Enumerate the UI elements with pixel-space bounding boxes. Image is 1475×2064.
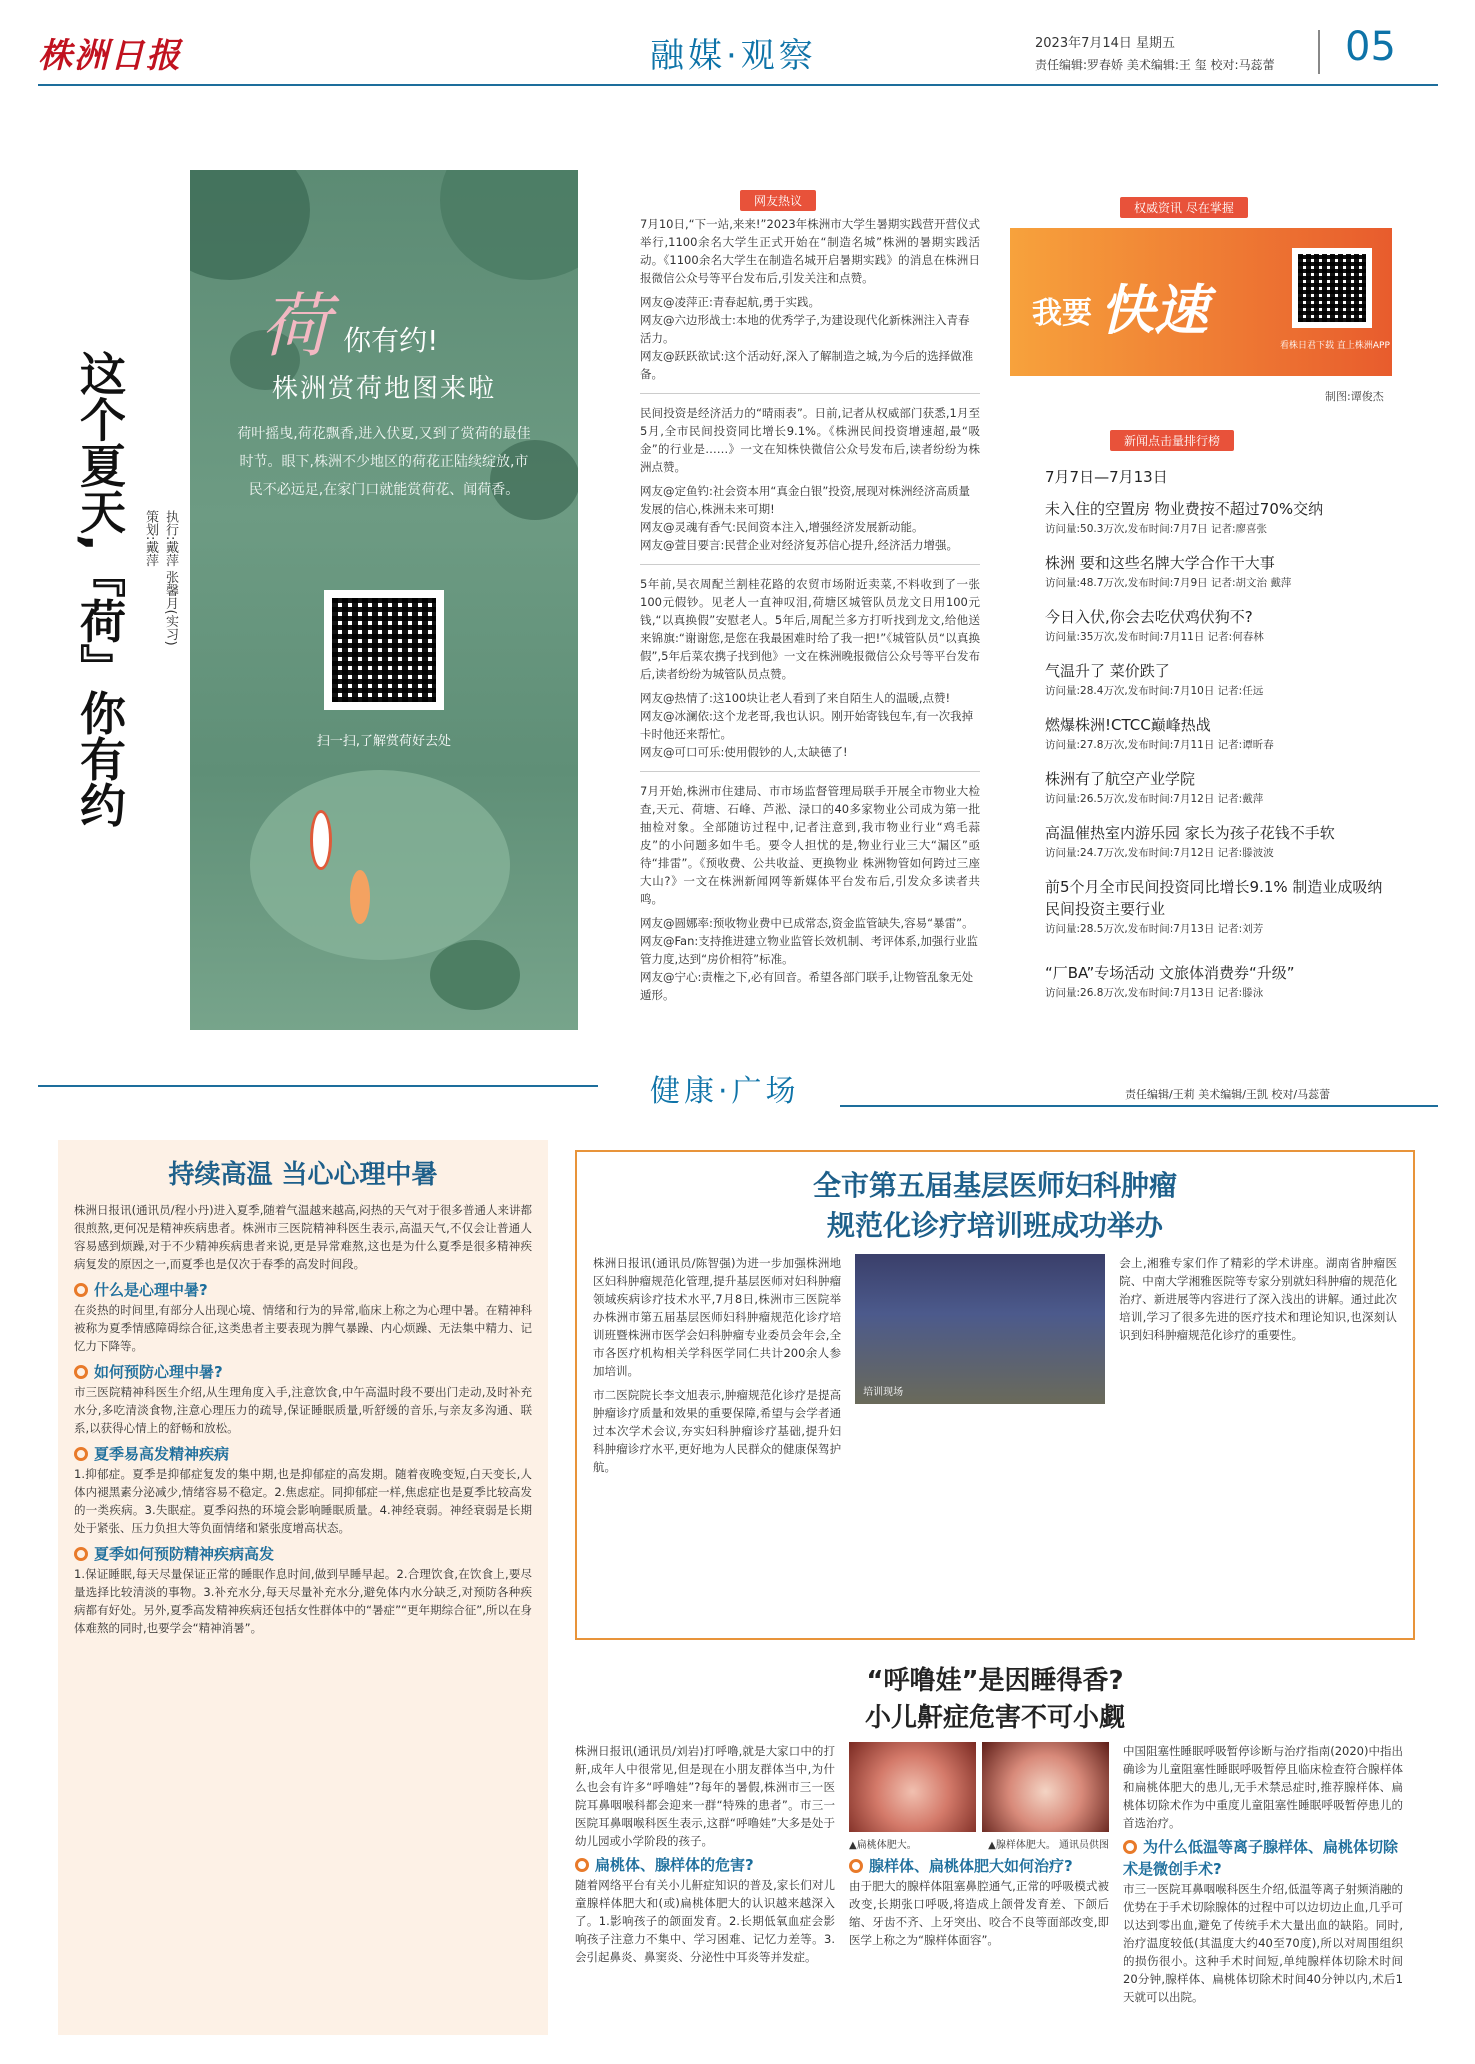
leaf-decor-2 bbox=[440, 170, 578, 280]
poster-title-char: 荷 bbox=[260, 285, 330, 367]
ranking-item[interactable] bbox=[1045, 768, 1385, 808]
heat-subhead: 如何预防心理中暑? bbox=[74, 1361, 532, 1383]
adenoid-caption: ▲腺样体肥大。 通讯员供图 bbox=[988, 1840, 1109, 1851]
training-article bbox=[575, 1150, 1415, 1640]
heat-subhead: 夏季易高发精神疾病 bbox=[74, 1443, 532, 1465]
snoring-answer: 由于肥大的腺样体阻塞鼻腔通气,正常的呼吸模式被改变,长期张口呼吸,将造成上颌骨发育差、下颌后缩、牙齿不齐、上牙突出、咬合不良等面部改变,即医学上称之为“腺样体面容”。 bbox=[849, 1879, 1109, 1947]
orange-dot-icon bbox=[575, 1858, 589, 1872]
health-editors: 责任编辑/王莉 美术编辑/王凯 校对/马蕊蕾 bbox=[1125, 1088, 1331, 1101]
promo-footer: 看株日君下载 直上株洲APP bbox=[1280, 341, 1390, 351]
hot-lead-3: 5年前,吴衣周配兰割桂花路的农贸市场附近卖菜,不料收到了一张100元假钞。见老人一直神叹泪,荷塘区城管队员龙文日用100元钱,“以真换假”安慰老人。5年后,周配兰多方打听找到龙文,给他送来锦旗:“谢谢您,是您在我最困难时给了我一把!”《城管队员“以真换假”,5年后菜农携子找到他》一文在株洲晚报微信公众号等平台发布后,读者纷纷为城管队员点赞。 bbox=[640, 577, 980, 681]
ranking-meta: 访问量:35万次,发布时间:7月11日 记者:何春林 bbox=[1045, 631, 1264, 643]
ranking-meta: 访问量:26.8万次,发布时间:7月13日 记者:滕泳 bbox=[1045, 987, 1264, 999]
leaf-decor-1 bbox=[190, 170, 310, 280]
credit-exec: 执行:戴萍 张馨月(实习) bbox=[163, 510, 178, 646]
orange-dot-icon bbox=[1123, 1840, 1137, 1854]
ranking-item[interactable] bbox=[1045, 822, 1385, 862]
hot-tag-label: 网友热议 bbox=[740, 190, 816, 211]
ranking-item[interactable] bbox=[1045, 660, 1385, 700]
training-photo-alt: 培训现场 bbox=[863, 1387, 904, 1398]
ranking-title: 前5个月全市民间投资同比增长9.1% 制造业成吸纳民间投资主要行业 bbox=[1045, 878, 1383, 918]
ranking-meta: 访问量:48.7万次,发布时间:7月9日 记者:胡文治 戴萍 bbox=[1045, 577, 1292, 589]
ranking-title: 未入住的空置房 物业费按不超过70%交纳 bbox=[1045, 500, 1324, 518]
snoring-answer: 随着网络平台有关小儿鼾症知识的普及,家长们对儿童腺样体肥大和(或)扁桃体肥大的认识越来越深入了。1.影响孩子的颌面发育。2.长期低氧血症会影响孩子注意力不集中、学习困难、记忆力差等。3.会引起鼻炎、鼻窦炎、分泌性中耳炎等并发症。 bbox=[575, 1878, 835, 1964]
poster-scan-hint: 扫一扫,了解赏荷好去处 bbox=[316, 734, 452, 749]
snoring-body-1: 株洲日报讯(通讯员/刘岩)打呼噜,就是大家口中的打鼾,成年人中很常见,但是现在小朋友群体当中,为什么也会有许多“呼噜娃”?每年的暑假,株洲市三一医院耳鼻咽喉科都会迎来一群“特殊的患者”。市三一医院耳鼻咽喉科医生表示,这群“呼噜娃”大多是处于幼儿园或小学阶段的孩子。 bbox=[575, 1744, 835, 1848]
snoring-title-1: “呼噜娃”是因睡得香? bbox=[866, 1666, 1124, 1696]
tonsil-photo bbox=[849, 1742, 976, 1832]
orange-dot-icon bbox=[74, 1283, 88, 1297]
ranking-item[interactable] bbox=[1045, 876, 1385, 938]
pond-circle bbox=[250, 770, 510, 960]
adenoid-photo bbox=[982, 1742, 1109, 1832]
training-body-3: 会上,湘雅专家们作了精彩的学术讲座。湖南省肿瘤医院、中南大学湘雅医院等专家分别就妇科肿瘤的规范化治疗、新进展等内容进行了深入浅出的讲解。通过此次培训,学习了很多先进的医疗技术和理论知识,也深刻认识到妇科肿瘤规范化诊疗的重要性。 bbox=[1119, 1256, 1397, 1342]
ranking-tag-label: 新闻点击量排行榜 bbox=[1110, 430, 1234, 451]
promo-big-text: 快速 bbox=[1100, 279, 1208, 342]
ranking-title: 今日入伏,你会去吃伏鸡伏狗不? bbox=[1045, 608, 1253, 626]
page-number: 05 bbox=[1345, 24, 1396, 70]
poster-qr-code bbox=[324, 590, 444, 710]
ranking-meta: 访问量:26.5万次,发布时间:7月12日 记者:戴萍 bbox=[1045, 793, 1264, 805]
hot-block-1 bbox=[640, 215, 980, 394]
orange-dot-icon bbox=[74, 1447, 88, 1461]
hot-comment: 网友@跃跃欲试:这个活动好,深入了解制造之城,为今后的选择做准备。 bbox=[640, 349, 974, 381]
poster-title bbox=[260, 270, 438, 371]
editor-credits: 责任编辑:罗春娇 美术编辑:王 玺 校对:马蕊蕾 bbox=[1035, 58, 1275, 72]
ranking-item[interactable] bbox=[1045, 962, 1385, 1002]
hot-comment: 网友@六边形战士:本地的优秀学子,为建设现代化新株洲注入青春活力。 bbox=[640, 313, 970, 345]
ranking-meta: 访问量:28.4万次,发布时间:7月10日 记者:任远 bbox=[1045, 685, 1264, 697]
ranking-item[interactable] bbox=[1045, 552, 1385, 592]
newspaper-logo bbox=[38, 28, 208, 78]
poster-title-rest: 你有约! bbox=[343, 324, 439, 357]
feature-headline bbox=[70, 350, 130, 827]
health-rule-left bbox=[38, 1085, 598, 1087]
snoring-body-3: 中国阻塞性睡眠呼吸暂停诊断与治疗指南(2020)中指出确诊为儿童阻塞性睡眠呼吸暂停且临床检查符合腺样体和扁桃体肥大的患儿,无手术禁忌症时,推荐腺样体、扁桃体切除术作为中重度儿童阻塞性睡眠呼吸暂停患儿的首选治疗。 bbox=[1123, 1744, 1403, 1830]
hot-comment: 网友@冰澜依:这个龙老哥,我也认识。刚开始寄钱包车,有一次我掉卡时他还来帮忙。 bbox=[640, 709, 974, 741]
heat-article bbox=[58, 1140, 548, 2035]
promo-banner[interactable] bbox=[1010, 228, 1392, 376]
health-section-title: 健康·广场 bbox=[650, 1074, 800, 1109]
logo-text: 株洲日报 bbox=[38, 36, 182, 76]
lotus-leaf-bottom bbox=[430, 940, 520, 1010]
training-body-1: 株洲日报讯(通讯员/陈智强)为进一步加强株洲地区妇科肿瘤规范化管理,提升基层医师对妇科肿瘤领域疾病诊疗技术水平,7月8日,株洲市三医院举办株洲市第五届基层医师妇科肿瘤规范化诊疗培训班暨株洲市医学会妇科肿瘤专业委员会年会,全市各医疗机构相关学科医学同仁共计200余人参加培训。 bbox=[593, 1256, 842, 1378]
hot-discussion-tag bbox=[740, 190, 816, 211]
ranking-meta: 访问量:50.3万次,发布时间:7月7日 记者:廖喜张 bbox=[1045, 523, 1268, 535]
ranking-range: 7月7日—7月13日 bbox=[1045, 468, 1168, 486]
hot-comment: 网友@圆娜率:预收物业费中已成常态,资金监管缺失,容易“暴雷”。 bbox=[640, 916, 974, 930]
snoring-title-2: 小儿鼾症危害不可小觑 bbox=[864, 1703, 1125, 1733]
hot-comment: 网友@Fan:支持推进建立物业监管长效机制、考评体系,加强行业监管力度,达到“房价相符”标准。 bbox=[640, 934, 978, 966]
ranking-meta: 访问量:24.7万次,发布时间:7月12日 记者:滕波波 bbox=[1045, 847, 1274, 859]
ranking-tag bbox=[1110, 430, 1234, 451]
tonsil-caption: ▲扁桃体肥大。 bbox=[849, 1840, 917, 1851]
health-rule-right bbox=[840, 1105, 1438, 1107]
orange-dot-icon bbox=[849, 1859, 863, 1873]
training-body-2: 市二医院院长李文旭表示,肿瘤规范化诊疗是提高肿瘤诊疗质量和效果的重要保障,希望与会学者通过本次学术会议,夯实妇科肿瘤诊疗基础,提升妇科肿瘤诊疗水平,更好地为人民群众的健康保驾护航。 bbox=[593, 1388, 842, 1474]
hot-lead-1: 7月10日,“下一站,来来!”2023年株洲市大学生暑期实践营开营仪式举行,1100余名大学生正式开始在“制造名城”株洲的暑期实践活动。《1100余名大学生在制造名城开启暑期实践》的消息在株洲日报微信公众号等平台发布后,引发关注和点赞。 bbox=[640, 217, 980, 285]
heat-subhead: 夏季如何预防精神疾病高发 bbox=[74, 1543, 532, 1565]
headline-text: 这个夏天,『荷』你有约 bbox=[73, 350, 127, 828]
training-title-2: 规范化诊疗培训班成功举办 bbox=[826, 1209, 1163, 1242]
hot-comment: 网友@灵魂有香气:民间资本注入,增强经济发展新动能。 bbox=[640, 520, 924, 534]
promo-tag bbox=[1120, 197, 1248, 218]
hot-block-4 bbox=[640, 772, 980, 1004]
heat-answer: 1.抑郁症。夏季是抑郁症复发的集中期,也是抑郁症的高发期。随着夜晚变短,白天变长,人体内褪黑素分泌减少,情绪容易不稳定。2.焦虑症。同抑郁症一样,焦虑症也是夏季比较高发的一类疾病。3.失眠症。夏季闷热的环境会影响睡眠质量。4.神经衰弱。神经衰弱是长期处于紧张、压力负担大等负面情绪和紧张度增高状态。 bbox=[74, 1467, 532, 1535]
ranking-item[interactable] bbox=[1045, 606, 1385, 646]
snoring-subhead: 扁桃体、腺样体的危害? bbox=[575, 1854, 835, 1876]
ranking-meta: 访问量:27.8万次,发布时间:7月11日 记者:谭昕春 bbox=[1045, 739, 1274, 751]
training-photo bbox=[855, 1254, 1105, 1404]
heat-answer: 1.保证睡眠,每天尽量保证正常的睡眠作息时间,做到早睡早起。2.合理饮食,在饮食上,要尽量选择比较清淡的事物。3.补充水分,每天尽量补充水分,避免体内水分缺乏,对预防各种疾病都有好处。另外,夏季高发精神疾病还包括女性群体中的“暑症”“更年期综合征”,所以在身体难熬的同时,也要学会“精神消暑”。 bbox=[74, 1567, 532, 1635]
hot-block-2 bbox=[640, 394, 980, 565]
header-divider bbox=[1318, 30, 1320, 74]
hot-block-3 bbox=[640, 565, 980, 772]
orange-dot-icon bbox=[74, 1365, 88, 1379]
koi-fish-1 bbox=[310, 810, 332, 870]
orange-dot-icon bbox=[74, 1547, 88, 1561]
hot-comment: 网友@定鱼钓:社会资本用“真金白银”投资,展现对株洲经济高质量发展的信心,株洲未来可期! bbox=[640, 484, 970, 516]
heat-article-intro: 株洲日报讯(通讯员/程小丹)进入夏季,随着气温越来越高,闷热的天气对于很多普通人来讲都很煎熬,更何况是精神疾病患者。株洲市三医院精神科医生表示,高温天气,不仅会让普通人容易感到烦躁,对于不少精神疾病患者来说,更是异常难熬,这也是为什么夏季是很多精神疾病复发的原因之一,而夏季也是仅次于春季的高发时间段。 bbox=[74, 1203, 532, 1271]
hot-discussion-column bbox=[640, 215, 980, 1004]
poster-body: 荷叶摇曳,荷花飘香,进入伏夏,又到了赏荷的最佳时节。眼下,株洲不少地区的荷花正陆续绽放,市民不必远足,在家门口就能赏荷花、闻荷香。 bbox=[237, 426, 531, 498]
heat-answer: 在炎热的时间里,有部分人出现心境、情绪和行为的异常,临床上称之为心理中暑。在精神科被称为夏季情感障碍综合征,这类患者主要表现为脾气暴躁、内心烦躁、无法集中精力、记忆力下降等。 bbox=[74, 1303, 532, 1353]
heat-article-title: 持续高温 当心心理中暑 bbox=[168, 1160, 438, 1190]
promo-qr-code bbox=[1292, 248, 1372, 328]
section-title: 融媒·观察 bbox=[650, 36, 817, 76]
ranking-title: 株洲 要和这些名牌大学合作干大事 bbox=[1045, 554, 1275, 572]
hot-comment: 网友@可口可乐:使用假钞的人,太缺德了! bbox=[640, 745, 848, 759]
snoring-answer: 市三一医院耳鼻咽喉科医生介绍,低温等离子射频消融的优势在于手术切除腺体的过程中可以边切边止血,几乎可以达到零出血,避免了传统手术大量出血的缺陷。同时,治疗温度较低(其温度大约40至70度),所以对周围组织的损伤很小。这种手术时间短,单纯腺样体切除术时间20分钟,腺样体、扁桃体切除术时间40分钟以内,术后1天就可以出院。 bbox=[1123, 1882, 1403, 2004]
promo-small-text: 我要 bbox=[1032, 296, 1092, 331]
ranking-item[interactable] bbox=[1045, 714, 1385, 754]
snoring-subhead: 为什么低温等离子腺样体、扁桃体切除术是微创手术? bbox=[1123, 1838, 1399, 1878]
ranking-title: 燃爆株洲!CTCC巅峰热战 bbox=[1045, 716, 1211, 734]
koi-fish-2 bbox=[350, 870, 370, 924]
hot-comment: 网友@凌萍正:青春起航,勇于实践。 bbox=[640, 295, 821, 309]
hot-lead-2: 民间投资是经济活力的“晴雨表”。日前,记者从权威部门获悉,1月至5月,全市民间投资同比增长9.1%。《株洲民间投资增速超,最“吸金”的行业是……》一文在知株快微信公众号发布后,读者纷纷为株洲点赞。 bbox=[640, 406, 980, 474]
snoring-subhead: 腺样体、扁桃体肥大如何治疗? bbox=[849, 1855, 1109, 1877]
ranking-title: 高温催热室内游乐园 家长为孩子花钱不手软 bbox=[1045, 824, 1335, 842]
ranking-title: 株洲有了航空产业学院 bbox=[1045, 770, 1196, 788]
promo-tag-label: 权威资讯 尽在掌握 bbox=[1120, 197, 1248, 218]
ranking-meta: 访问量:28.5万次,发布时间:7月13日 记者:刘芳 bbox=[1045, 923, 1264, 935]
ranking-title: 气温升了 菜价跌了 bbox=[1045, 662, 1170, 680]
hot-comment: 网友@热情了:这100块让老人看到了来自陌生人的温暖,点赞! bbox=[640, 691, 951, 705]
ranking-item[interactable] bbox=[1045, 498, 1385, 538]
hot-comment: 网友@萱目要言:民营企业对经济复苏信心提升,经济活力增强。 bbox=[640, 538, 959, 552]
promo-credit: 制图:谭俊杰 bbox=[1325, 390, 1384, 403]
training-title-1: 全市第五届基层医师妇科肿瘤 bbox=[812, 1169, 1177, 1202]
ranking-title: “厂BA”专场活动 文旅体消费券“升级” bbox=[1045, 964, 1295, 982]
heat-answer: 市三医院精神科医生介绍,从生理角度入手,注意饮食,中午高温时段不要出门走动,及时补充水分,多吃清淡食物,注意心理压力的疏导,保证睡眠质量,听舒缓的音乐,与亲友多沟通、联系,以获得心情上的舒畅和放松。 bbox=[74, 1385, 532, 1435]
issue-date: 2023年7月14日 星期五 bbox=[1035, 36, 1176, 51]
snoring-article bbox=[575, 1660, 1415, 2040]
poster-subtitle: 株洲赏荷地图来啦 bbox=[271, 374, 496, 404]
credit-plan: 策划:戴萍 bbox=[143, 510, 158, 567]
lotus-poster bbox=[190, 170, 578, 1030]
heat-subhead: 什么是心理中暑? bbox=[74, 1279, 532, 1301]
hot-comment: 网友@宁心:责権之下,必有回音。希望各部门联手,让物管乱象无处遁形。 bbox=[640, 970, 974, 1002]
hot-lead-4: 7月开始,株洲市住建局、市市场监督管理局联手开展全市物业大检查,天元、荷塘、石峰、芦淞、渌口的40多家物业公司成为第一批抽检对象。全部随访过程中,记者注意到,我市物业行业“鸡毛蒜皮”的小问题多如牛毛。要令人担忧的是,物业行业三大“漏区”亟待“排雷”。《预收费、公共收益、更换物业 株洲物管如何跨过三座大山?》一文在株洲新闻网等新媒体平台发布后,引发众多读者共鸣。 bbox=[640, 784, 980, 906]
feature-credits bbox=[140, 510, 180, 830]
header-rule bbox=[38, 84, 1438, 86]
